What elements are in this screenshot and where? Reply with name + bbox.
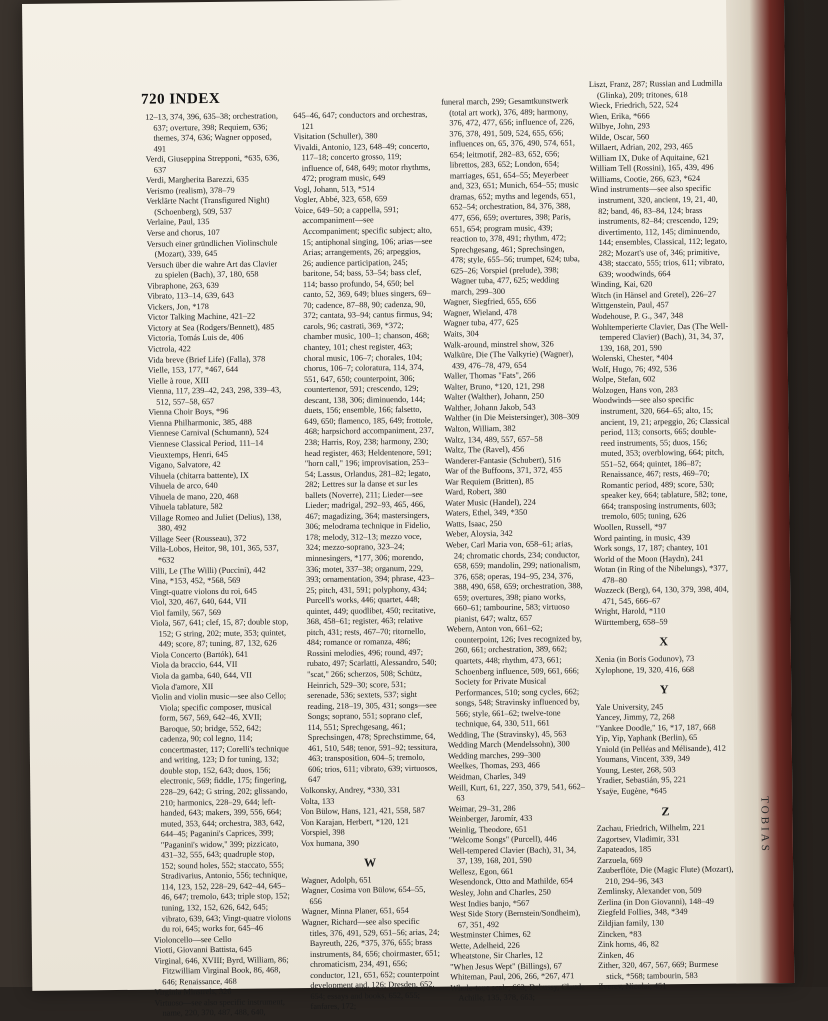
- index-entry: Vibrato, 113–14, 639, 643: [147, 291, 234, 301]
- index-entry: Vieuxtemps, Henri, 645: [148, 449, 229, 460]
- index-entry: Zither, 320, 467, 567, 669; Burmese stick, *568; tambourin, 583: [598, 959, 719, 981]
- index-entry: Wotan (in Ring of the Nibelungs), *377, 478–80: [593, 563, 728, 585]
- index-entry: Watts, Isaac, 250: [445, 518, 503, 529]
- index-entry: Vogler, Abbé, 323, 658, 659: [294, 194, 388, 205]
- index-entry: Yniold (in Pelléas and Mélisande), 412: [595, 743, 726, 754]
- index-entry: Zachau, Friedrich, Wilhelm, 221: [596, 822, 705, 834]
- index-entry: Weber, Aloysia, 342: [445, 529, 513, 540]
- index-entry: Verdi, Margherita Barezzi, 635: [145, 174, 249, 185]
- index-entry: Wolzogen, Hans von, 283: [592, 385, 678, 395]
- index-entry: Zverev, Nicolai, 451: [598, 981, 667, 992]
- index-entry: Wilbye, John, 293: [589, 121, 650, 132]
- index-entry: Waters, Ethel, 349, *350: [445, 508, 528, 518]
- index-entry: Virginal, 646, XVIII; Byrd, William, 86; Fitzwilliam Virginal Book, 86, 468, 646; Renaissance, 468: [154, 955, 289, 987]
- index-entry: Wagner tuba, 477, 625: [443, 318, 519, 329]
- index-entry: Xenia (in Boris Godunov), 73: [594, 653, 695, 665]
- index-entry: Weill, Kurt, 61, 227, 350, 379, 541, 662–63: [448, 781, 585, 803]
- index-entry: Viennese Carnival (Schumann), 524: [148, 427, 269, 439]
- index-entry: Youmans, Vincent, 339, 349: [595, 754, 690, 765]
- index-entry: Wilde, Oscar, 560: [589, 132, 650, 142]
- index-entry: Vingt-quatre violons du roi, 645: [150, 586, 257, 597]
- index-entry: Walküre, Die (The Valkyrie) (Wagner), 439, 476–78, 479, 654: [443, 349, 574, 371]
- index-entry: Viotti, Giovanni Battista, 645: [153, 944, 252, 955]
- index-entry: Waltz, 134, 489, 557, 657–58: [444, 434, 543, 445]
- index-entry: Zagortsev, Vladimir, 331: [596, 833, 680, 844]
- index-entry: William Tell (Rossini), 165, 439, 496: [589, 163, 714, 174]
- index-entry: Work songs, 17, 187; chantey, 101: [593, 542, 709, 554]
- index-entry: Xylophone, 19, 320, 416, 668: [594, 664, 695, 675]
- index-entry: Water Music (Handel), 224: [445, 497, 536, 508]
- index-entry: Vihuela tablature, 582: [149, 502, 223, 512]
- index-entry: Virginia Minstrels, 326: [154, 987, 232, 998]
- index-column-1: [145, 111, 292, 1019]
- index-entry: Verdi, Giuseppina Strepponi, *635, 636, 637: [145, 153, 280, 175]
- index-entry: Verlaine, Paul, 135: [146, 217, 210, 228]
- index-entry: Volta, 133: [300, 796, 335, 806]
- section-letter: Z: [661, 803, 670, 818]
- index-entry: Yancey, Jimmy, 72, 268: [595, 712, 675, 723]
- index-entry: Ward, Robert, 380: [445, 487, 507, 497]
- index-entry: Young, Lester, 268, 503: [596, 765, 676, 775]
- index-entry: Yip, Yip, Yaphank (Berlin), 65: [595, 733, 698, 744]
- index-entry: Liszt, Franz, 287; Russian and Ludmilla (Glinka), 209; tritones, 618: [588, 78, 723, 100]
- index-entry: Weelkes, Thomas, 293, 466: [447, 761, 540, 772]
- index-entry: Vibraphone, 263, 639: [146, 280, 219, 291]
- index-entry: Walther (in Die Meistersinger), 308–309: [444, 412, 580, 423]
- index-entry: Wohltemperierte Clavier, Das (The Well-tempered Clavier) (Bach), 31, 34, 37, 139, 168, 201, 590: [591, 321, 729, 353]
- index-entry: Wagner, Richard—see also specific titles, 376, 491, 529, 651–56; arias, 24; Bayreuth, 226, *375, 376, 655; brass instruments, 84, 656; choirmaster, 651; chromaticism, 234, 491, 656; conductor, 121, 651, 652; counterpoint development and, 126; Dresden, 652, 654; essays and books, 652, 655; fanfares, 172;: [301, 916, 440, 1012]
- index-entry: Viola da gamba, 640, 644, VII: [151, 670, 252, 681]
- index-entry: Württemberg, 658–59: [594, 617, 668, 627]
- index-entry: Versuch über die wahre Art das Clavier zu spielen (Bach), 37, 180, 658: [146, 258, 278, 280]
- index-entry: Volkonsky, Andrey, *330, 331: [300, 785, 401, 796]
- page-number: 720: [140, 91, 166, 108]
- index-entry: Vox humana, 390: [300, 838, 360, 848]
- index-entry: Village Romeo and Juliet (Delius), 138, 380, 492: [149, 512, 282, 533]
- index-entry: Waltz, The (Ravel), 456: [444, 444, 525, 455]
- index-entry: Vida breve (Brief Life) (Falla), 378: [147, 354, 266, 365]
- index-entry: Zemlinsky, Alexander von, 509: [597, 886, 702, 897]
- spine-label: TOBIAS: [758, 796, 771, 854]
- index-entry: Wagner, Minna Planer, 651, 654: [301, 906, 409, 917]
- index-entry: "Yankee Doodle," 16, *17, 187, 668: [595, 722, 716, 733]
- index-entry: Williams, Cootie, 266, 623, *624: [589, 173, 701, 184]
- index-entry: Zink horns, 46, 82: [597, 939, 660, 950]
- index-entry: Vienna, 117, 239–42, 243, 298, 339–43, 512, 557–58, 657: [148, 385, 282, 407]
- index-entry: Winding, Kai, 620: [590, 279, 653, 290]
- index-entry: Willaert, Adrian, 202, 293, 465: [589, 142, 693, 153]
- index-entry: Vienna Philharmonic, 385, 488: [148, 417, 252, 428]
- index-entry: Wesley, John and Charles, 250: [449, 887, 551, 898]
- index-entry: Weimar, 29–31, 286: [448, 803, 516, 814]
- index-entry: Versuch einer gründlichen Violinschule (Mozart), 339, 645: [146, 237, 278, 259]
- index-entry: Vina, *153, 452, *568, 569: [150, 575, 241, 586]
- index-entry: Ysaÿe, Eugène, *645: [596, 786, 667, 797]
- index-entry: Victory at Sea (Rodgers/Bennett), 485: [147, 322, 275, 333]
- page-header: [141, 91, 220, 109]
- index-entry: Violoncello—see Cello: [153, 934, 232, 945]
- index-entry: Whole-tone scale, 663; Debussy, Claude Achille, 135, 378, 663;: [450, 982, 585, 1003]
- index-entry: Zildjian family, 130: [597, 918, 664, 929]
- index-entry: Von Bülow, Hans, 121, 421, 558, 587: [300, 805, 426, 817]
- index-entry: Viola Concerto (Bartók), 641: [150, 649, 249, 660]
- index-entry: Vogl, Johann, 513, *514: [293, 184, 375, 194]
- index-entry: Village Seer (Rousseau), 372: [149, 533, 247, 544]
- index-entry: Weber, Carl Maria von, 658–61; arias, 24; chromatic chords, 234; conductor, 658, 659; mandolin, 299; nationalism, 376, 658; operas, 194–95, 234, 376, 388, 490, 658, 659; orchestration, 388, 659; overtures, 398; piano works, 660–61; tambourine, 583; virtuoso pianist, 647; waltz, 657: [445, 539, 583, 624]
- index-entry: Waits, 304: [443, 329, 479, 339]
- index-entry: Wozzeck (Berg), 64, 130, 379, 398, 404, 471, 545, 666–67: [594, 584, 729, 606]
- index-entry: War of the Buffoons, 371, 372, 455: [444, 465, 563, 476]
- index-entry: Wolf, Hugo, 76; 492, 536: [591, 363, 677, 374]
- index-entry: Word painting, in music, 439: [593, 532, 691, 543]
- index-entry: Vivaldi, Antonio, 123, 648–49; concerto, 117–18; concerto grosso, 119; influence of, 648, 649; motor rhythms, 472; program music, 649: [293, 141, 431, 184]
- index-entry: Whiteman, Paul, 206, 266, *267, 471: [450, 971, 575, 982]
- index-entry: Woodwinds—see also specific instrument, 320, 664–65; alto, 15; ancient, 19, 21; arpeggio, 26; Classical period, 113; consorts, 665; double-reed instruments, 55; duos, 156; muted, 353; overblowing, 664; pitch, 551–52, 664; quintet, 186–87; Renaissance, 467; rests, 469–70; Romantic period, 489; score, 530; speaker key, 664; tablature, 582; tone, 664; transposing instruments, 603; tremolo, 605; tuning, 626: [592, 395, 730, 522]
- index-entry: Vihuela (chitarra battente), IX: [148, 470, 249, 481]
- index-entry: Victrola, 422: [147, 344, 191, 354]
- index-entry: Verse and chorus, 107: [146, 227, 220, 238]
- index-entry: Wieck, Friedrich, 522, 524: [589, 100, 679, 111]
- index-entry: Vigano, Salvatore, 42: [148, 459, 221, 470]
- index-entry: Wright, Harold, *110: [594, 606, 666, 617]
- index-entry: Wolenski, Chester, *404: [591, 353, 673, 364]
- index-entry: Zapateados, 185: [596, 844, 652, 855]
- index-entry: Verklärte Nacht (Transfigured Night) (Schoenberg), 509, 537: [146, 195, 270, 217]
- index-entry: Westminster Chimes, 62: [449, 929, 531, 940]
- index-entry: Vienna Choir Boys, *96: [148, 407, 229, 418]
- index-entry: War Requiem (Britten), 85: [445, 476, 534, 487]
- index-entry: Visitation (Schuller), 380: [293, 131, 378, 142]
- index-entry: Zinken, 46: [597, 950, 635, 960]
- index-entry: Wanderer-Fantasie (Schubert), 516: [444, 454, 561, 466]
- index-entry: Wedding, The (Stravinsky), 45, 563: [447, 729, 567, 740]
- index-entry: West Indies banjo, *567: [449, 898, 530, 909]
- index-entry: Weinlig, Theodore, 651: [448, 824, 528, 835]
- index-entry: Weidman, Charles, 349: [448, 771, 526, 782]
- index-entry: 12–13, 374, 396, 635–38; orchestration, 637; overture, 398; Requiem, 636; themes, 374, 636; Wagner opposed, 491: [145, 111, 278, 154]
- index-entry: Violin and violin music—see also Cello; Viola; specific composer, musical form, 567, 569, 642–46, XVII; Baroque, 50; bridge, 552, 642; cadenza, 90; col legno, 114; concertmaster, 117; Corelli's technique and writing, 123; D for tuning, 132; double stop, 152, 643; duos, 156; electronic, 569; fiddle, 175; fingering, 228–29, 642; G string, 202; glissando, 210; harmonics, 228–29, 644; left-handed, 643; makers, 399, 556, 664; muted, 353, 644; orchestra, 383, 642, 644–45; Paganini's Caprices, 399; "Paganini's widow," 399; pizzicato, 431–32, 555, 643; quadruple stop, 152; sound holes, 552; staccato, 555; Stradivarius, Antonio, 556; technique, 114, 123, 152, 228–29, 642–44, 645–46, 647; tremolo, 643; triple stop, 152; tuning, 132, 152, 626, 642, 645; vibrato, 639, 643; Vingt-quatre violons du roi, 645; works for, 645–46: [151, 691, 291, 934]
- section-letter: X: [659, 634, 669, 649]
- index-entry: Viola d'amore, XII: [151, 681, 214, 692]
- index-column-4: [589, 79, 737, 993]
- index-entry: Wolpe, Stefan, 602: [591, 374, 656, 385]
- index-entry: Walter (Walther), Johann, 250: [444, 391, 545, 402]
- index-entry: Weinberger, Jaromír, 433: [448, 813, 533, 824]
- index-entry: Zerlina (in Don Giovanni), 148–49: [597, 896, 714, 907]
- book-spine: [726, 0, 794, 984]
- index-entry: Webern, Anton von, 661–62; counterpoint, 126; Ives recognized by, 260, 661; orchestration, 389, 662; quartets, 448; rhythm, 473, 661; Schoenberg influence, 509, 661, 666; Society for Private Musical Performances, 510; song cycles, 662; songs, 548; Stravinsky influenced by, 566; style, 661–62; twelve-tone technique, 64, 330, 511, 661: [446, 623, 582, 729]
- index-entry: Wesendonck, Otto and Mathilde, 654: [449, 876, 574, 888]
- index-entry: Wagner, Cosima von Bülow, 654–55, 656: [301, 885, 426, 906]
- index-entry: Walther, Johann Jakob, 543: [444, 402, 536, 413]
- index-entry: Wodehouse, P. G., 347, 348: [591, 311, 684, 322]
- index-entry: 645–46, 647; conductors and orchestras, 121: [293, 109, 428, 131]
- index-entry: Wagner, Adolph, 651: [301, 875, 372, 885]
- index-column-2: [293, 110, 440, 1013]
- index-entry: "Welcome Songs" (Purcell), 446: [448, 834, 557, 845]
- index-entry: Wedding marches, 299–300: [447, 750, 541, 761]
- index-entry: Viola, 567, 641; clef, 15, 87; double stop, 152; G string, 202; mute, 353; quintet, 449; score, 87; tuning, 87, 132, 626: [150, 617, 289, 649]
- index-entry: West Side Story (Bernstein/Sondheim), 67, 351, 492: [449, 908, 581, 930]
- index-entry: Yale University, 245: [595, 701, 664, 712]
- index-entry: Wedding March (Mendelssohn), 300: [447, 739, 570, 750]
- index-entry: Witch (in Hänsel and Gretel), 226–27: [591, 289, 717, 300]
- index-entry: Viol, 320, 467, 640, 644, VII: [150, 596, 247, 607]
- index-entry: Victoria, Tomás Luis de, 406: [147, 333, 244, 344]
- index-entry: Wien, Erika, *666: [589, 111, 650, 121]
- index-entry: Well-tempered Clavier (Bach), 31, 34, 37, 139, 168, 201, 590: [448, 845, 577, 866]
- index-entry: Verismo (realism), 378–79: [145, 185, 235, 196]
- index-entry: Wellesz, Egon, 661: [449, 866, 514, 877]
- index-entry: Wheatstone, Sir Charles, 12: [449, 950, 543, 961]
- index-entry: World of the Moon (Haydn), 241: [593, 553, 704, 564]
- index-entry: Villi, Le (The Willi) (Puccini), 442: [149, 564, 266, 576]
- index-entry: Villa-Lobos, Heitor, 98, 101, 365, 537, *632: [149, 543, 279, 565]
- index-entry: Zincken, *83: [597, 929, 642, 939]
- page-title: INDEX: [169, 90, 221, 108]
- index-entry: Woollen, Russell, *97: [593, 522, 667, 533]
- index-page: [22, 0, 794, 1019]
- index-entry: Viol family, 567, 569: [150, 607, 222, 618]
- index-entry: Wittgenstein, Paul, 457: [591, 300, 669, 311]
- index-entry: Vielle, 153, 177, *467, 644: [147, 364, 239, 375]
- index-column-3: [441, 96, 588, 1004]
- index-entry: William IX, Duke of Aquitaine, 621: [589, 152, 710, 163]
- index-entry: Voice, 649–50; a cappella, 591; accompaniment—see Accompaniment; specific subject; alto, 15; antiphonal singing, 106; arias—see Arias; arrangements, 26; arpeggios, 26; audience participation, 245; baritone, 54; bass, 53–54; bass clef, 114; basso profundo, 54, 650; bel canto, 52, 369, 649; blues singers, 69–70; cadence, 87–88, 90; cadenza, 90, 372; cantata, 93–94; cantus firmus, 94; carols, 96; castrati, 369, *372; chamber music, 100–1; chanson, 468; chantey, 101; chest register, 463; choral music, 106–7; chorales, 104; chorus, 106–7; coloratura, 114, 374, 551, 647, 650; counterpoint, 306; countertenor, 591; crescendo, 129; descant, 138, 306; diminuendo, 144; duets, 156; ensemble, 166; falsetto, 649, 650; flamenco, 185, 649; frottole, 468; harpsichord accompaniment, 237, 238; Harris, Roy, 238; harmony, 230; head register, 463; Heldentenore, 591; "horn call," 196; improvisation, 253–54; Lassus, Orlandus, 281–82; legato, 282; Lettres sur la danse et sur les ballets (Noverre), 211; Lieder—see Lieder; madrigal, 292–93, 465, 466, 467; magadizing, 364; mastersingers, 306; melodrama technique in Fidelio, 178; melody, 312–13; mezzo voce, 324; mezzo-soprano, 323–24; minnesingers, *177, 306; morendo, 336; motet, 337–38; organum, 229, 393; ornamentation, 394; phrase, 423–25; pitch, 431, 591; polyphony, 434; Purcell's works, 446; quartet, 448; quintet, 449; quodlibet, 450; recitative, 368, 458–61; register, 463; relative pitch, 431; rests, 467–70; ritornello, 484; romance or romanza, 486; Rossini melodies, 496; round, 497; rubato, 497; Scarlatti, Alessandro, 540; "scat," 266; scherzos, 508; Schütz, Heinrich, 529–30; score, 531; serenade, 536; sextets, 537; sight reading, 218–19, 305, 431; songs—see Songs; soprano, 551; soprano clef, 114, 551; Sprechgesang, 461; Sprechsingen, 478; Sprechstimme, 64, 461, 510, 548; tenor, 591–92; tessitura, 463; transposition, 604–5; tremolo, 606; trios, 611; vibrato, 639; virtuosos, 647: [294, 204, 438, 785]
- index-entry: Viennese Classical Period, 111–14: [148, 438, 264, 449]
- index-entry: Wagner, Wieland, 478: [443, 307, 517, 318]
- index-entry: Zarzuela, 669: [596, 855, 643, 865]
- index-entry: Ziegfeld Follies, 348, *349: [597, 907, 688, 918]
- index-entry: Wagner, Siegfried, 655, 656: [443, 297, 537, 307]
- index-entry: Wind instruments—see also specific instrument, 320, ancient, 19, 21, 40, 82; band, 46, 83–84, 124; brass instruments, 82–84; crescendo, 129; divertimento, 112, 145; diminuendo, 144; ensembles, Classical, 112; legato, 282; Mozart's use of, 346; primitive, 438; staccato, 555; trios, 611; vibrato, 639; woodwinds, 664: [589, 184, 728, 279]
- index-entry: Vihuela de arco, 640: [149, 481, 218, 491]
- index-entry: Vorspiel, 398: [300, 827, 345, 838]
- index-entry: Vickers, Jon, *178: [147, 301, 209, 312]
- section-letter: Y: [659, 682, 669, 697]
- index-entry: Wette, Adelheid, 226: [449, 940, 520, 951]
- index-entry: Yradier, Sebastián, 95, 221: [596, 775, 687, 786]
- index-entry: funeral march, 299; Gesamtkunstwerk (total art work), 376, 489; harmony, 376, 472, 477, 656; influence of, 226, 376, 378, 491, 509, 524, 655, 656; influences on, 65, 376, 490, 574, 651, 654; leitmotif, 282–83, 652, 656; librettos, 283, 652; London, 654; marriages, 651, 654–55; Meyerbeer and, 323, 651; Munich, 654–55; music dramas, 652; myths and legends, 651, 652–54; orchestration, 84, 376, 388, 477, 656, 659; overtures, 398; Paris, 651, 654; program music, 439; reaction to, 378, 491; rhythm, 472; Sprechgesang, 461; Sprechsingen, 478; style, 655–56; trumpet, 624; tuba, 625–26; Vorspiel (prelude), 398; Wagner tuba, 477, 625; wedding march, 299–300: [441, 96, 580, 297]
- index-entry: Victor Talking Machine, 421–22: [147, 311, 256, 323]
- index-entry: Virtuoso—see also specific instrument, name, 220, 370, 487, 488, 640,: [154, 997, 285, 1019]
- index-entry: Viola da braccio, 644, VII: [150, 660, 238, 671]
- index-entry: Zauberflöte, Die (Magic Flute) (Mozart), 210, 294–96, 343: [597, 864, 734, 886]
- index-entry: Vihuela de mano, 220, 468: [149, 491, 239, 502]
- index-entry: Walter, Bruno, *120, 121, 298: [444, 381, 545, 392]
- index-entry: Walk-around, minstrel show, 326: [443, 339, 554, 350]
- index-entry: Waller, Thomas "Fats", 266: [443, 370, 536, 381]
- section-letter: W: [363, 855, 377, 870]
- index-entry: Von Karajan, Herbert, *120, 121: [300, 816, 410, 827]
- index-entry: Walton, William, 382: [444, 423, 516, 434]
- index-entry: "When Jesus Wept" (Billings), 67: [450, 961, 562, 972]
- index-entry: Vielle à roue, XIII: [147, 375, 209, 386]
